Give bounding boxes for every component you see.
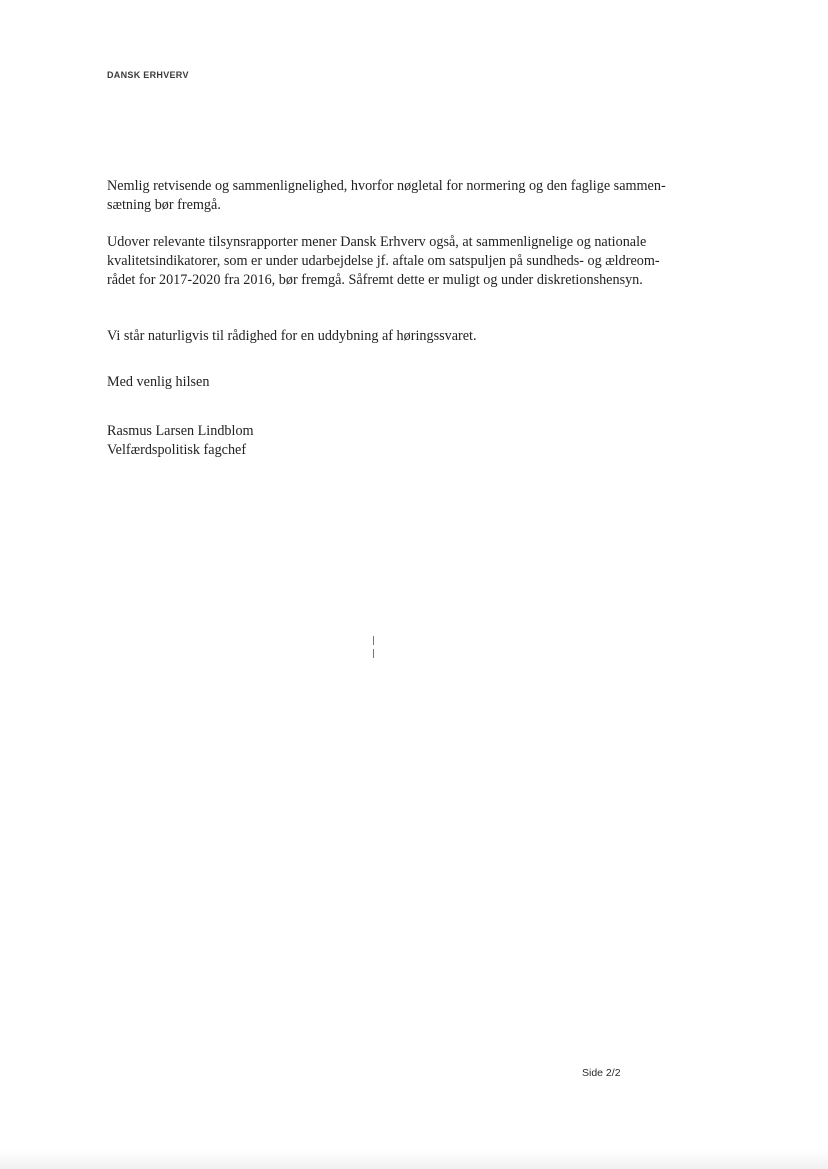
paragraph-line: sætning bør fremgå. (107, 197, 221, 213)
page-number: Side 2/2 (582, 1067, 621, 1079)
signature-block (107, 422, 727, 460)
closing-salutation (107, 373, 727, 392)
letterhead-organization: DANSK ERHVERV (107, 70, 189, 80)
signature-title: Velfærdspolitisk fagchef (107, 442, 247, 458)
paragraph-line: Vi står naturligvis til rådighed for en uddybning af høringssvaret. (107, 328, 477, 344)
paragraph-line: Nemlig retvisende og sammenlignelighed, hvorfor nøgletal for normering og den faglige sammen- (107, 178, 666, 194)
paragraph-line: Udover relevante tilsynsrapporter mener Dansk Erhverv også, at sammenlignelige og nationale (107, 234, 647, 250)
paragraph-line: rådet for 2017-2020 fra 2016, bør fremgå. Såfremt dette er muligt og under diskretionshensyn. (107, 272, 643, 288)
paragraph-2 (107, 233, 727, 290)
paragraph-line: kvalitetsindikatorer, som er under udarbejdelse jf. aftale om satspuljen på sundheds- og ældreom- (107, 253, 660, 269)
paragraph-1 (107, 177, 727, 215)
closing-text: Med venlig hilsen (107, 374, 210, 390)
scan-edge-shadow (0, 1150, 828, 1169)
signature-name: Rasmus Larsen Lindblom (107, 423, 254, 439)
paragraph-3 (107, 327, 727, 346)
scan-mark (372, 636, 375, 658)
